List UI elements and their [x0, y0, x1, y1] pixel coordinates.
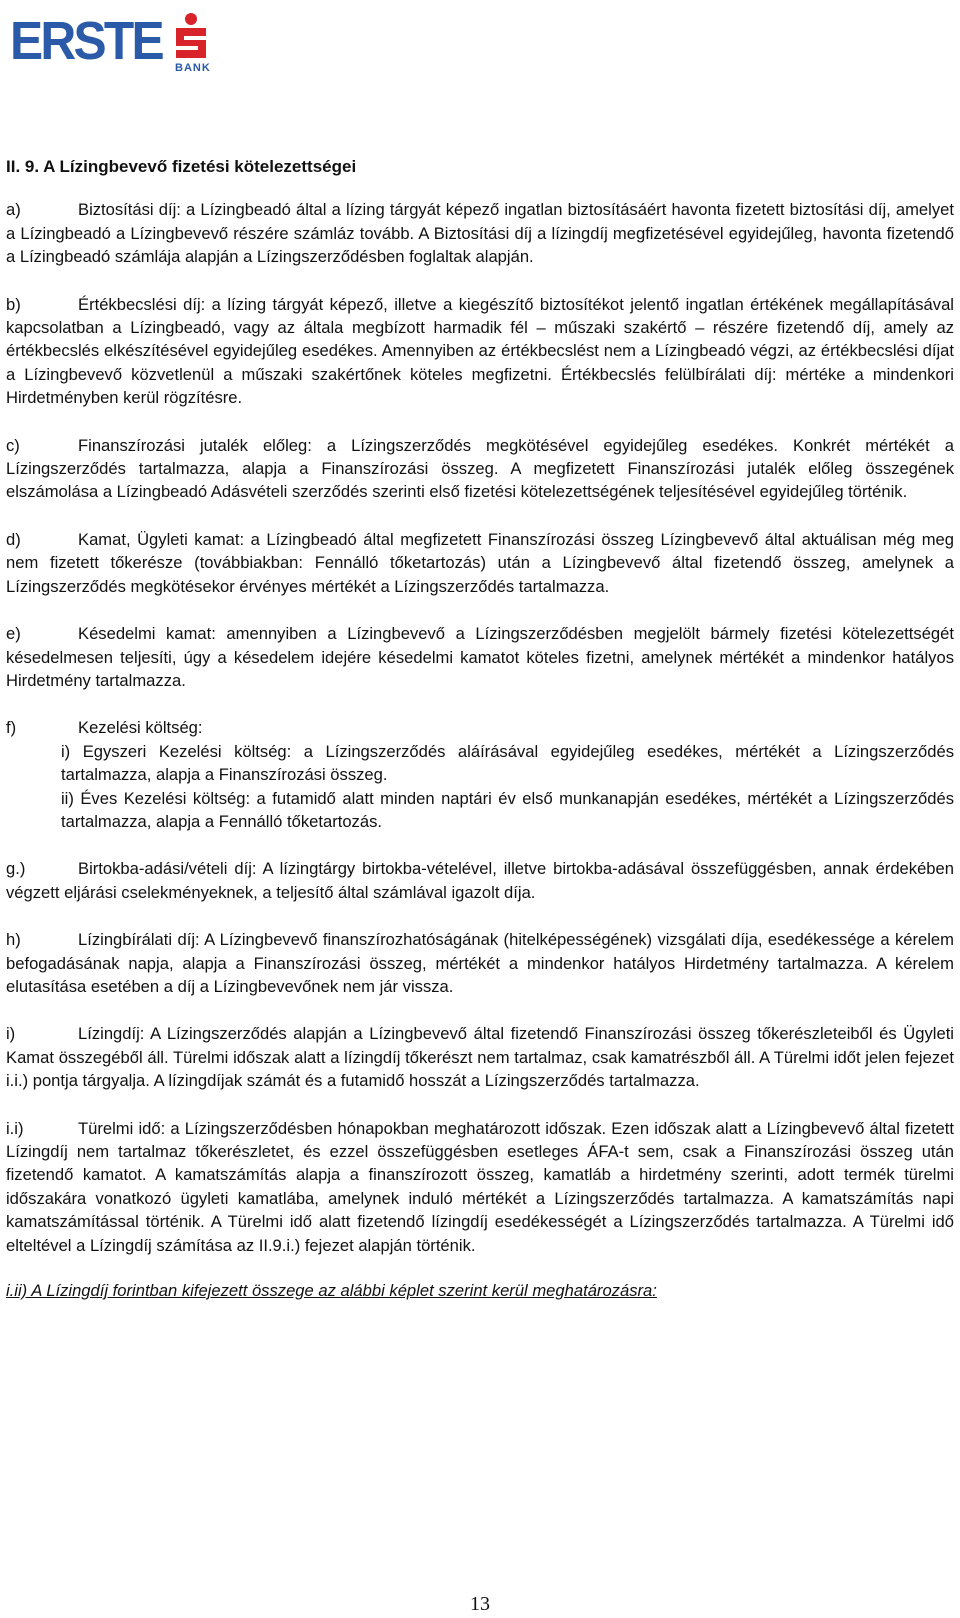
page-number: 13: [470, 1593, 490, 1615]
item-text: Biztosítási díj: a Lízingbeadó által a lízing tárgyát képező ingatlan biztosításáért havonta fizetett biztosítási díj, amelyet a Lízingbeadó a Lízingbevevő részére számláz tovább. A Biztosítási díj a lízingdíj megfizetésével egyidejűleg, havonta fizetendő a Lízingbeadó számlája alapján a Lízingszerződésben foglaltak alapján.: [6, 200, 954, 267]
section-heading: II. 9. A Lízingbevevő fizetési kötelezettségei: [6, 157, 357, 176]
item-label: e): [6, 624, 21, 644]
item-label: i.i): [6, 1118, 24, 1138]
paragraph-f: [6, 716, 954, 833]
paragraph-c: [6, 434, 954, 504]
formula-intro: i.ii) A Lízingdíj forintban kifejezett összege az alábbi képlet szerint kerül meghatározásra:: [6, 1281, 657, 1301]
paragraph-b: [6, 293, 954, 410]
item-label: i): [6, 1024, 16, 1044]
paragraph-h: [6, 928, 954, 998]
item-text: Birtokba-adási/vételi díj: A lízingtárgy birtokba-vételével, illetve birtokba-adásával összefüggésben, annak érdekében végzett eljárási cselekményeknek, a teljesítő által számlával igazolt díja.: [6, 859, 954, 902]
item-text: Lízingbírálati díj: A Lízingbevevő finanszírozhatóságának (hitelképességének) vizsgálati díja, esedékessége a kérelem befogadásának napja, alapja a Finanszírozási összeg, mértékét a mindenkor hatályos Hirdetmény tartalmazza. A kérelem elutasítása esetében a díj a Lízingbevevőnek nem jár vissza.: [6, 930, 954, 996]
item-label: h): [6, 930, 21, 950]
paragraph-a: [6, 198, 954, 268]
document-body: [6, 155, 954, 1302]
item-label: g.): [6, 859, 26, 879]
item-text: Lízingdíj: A Lízingszerződés alapján a Lízingbevevő által fizetendő Finanszírozási összeg tőkerészleteiből és Ügyleti Kamat összegéből áll. Türelmi időszak alatt a lízingdíj tőkerészt nem tartalmaz, csak kamatrészből áll. A Türelmi időt jelen fejezet i.i.) pontja tárgyalja. A lízingdíjak számát és a futamidő hosszát a Lízingszerződés tartalmazza.: [6, 1024, 954, 1091]
item-title: Kezelési költség:: [78, 718, 203, 738]
paragraph-ii: [6, 1117, 954, 1257]
paragraph-e: [6, 622, 954, 692]
item-label: c): [6, 435, 20, 455]
item-label: a): [6, 200, 21, 220]
logo-wordmark: ERSTE: [10, 11, 162, 71]
sub-item-annual-fee: ii) Éves Kezelési költség: a futamidő alatt minden naptári év első munkanapján esedékes, mértékét a Lízingszerződés tartalmazza, alapja a Fennálló tőketartozás.: [61, 788, 954, 831]
paragraph-i: [6, 1022, 954, 1092]
item-text: Kamat, Ügyleti kamat: a Lízingbeadó által megfizetett Finanszírozási összeg Lízingbevevő által aktuálisan még meg nem fizetett tőkerésze (továbbiakban: Fennálló tőketartozás) után a Lízingbevevő által fizetendő összeg, amelynek a Lízingszerződés megkötésekor érvényes mértékét a Lízingszerződés tartalmazza.: [6, 529, 954, 596]
paragraph-g: [6, 857, 954, 904]
item-text: Türelmi idő: a Lízingszerződésben hónapokban meghatározott időszak. Ezen időszak alatt a Lízingbevevő által fizetett Lízingdíj nem tartalmaz tőkerészletet, és ezzel összefüggésben esetleges ÁFA-t sem, csak a Finanszírozási összeg után fizetendő kamatot. A kamatszámítás alapja a finanszírozott összeg, kamatláb a hirdetmény szerinti, adott termék türelmi időszakára vonatkozó ügyleti kamatlába, amelynek induló mértékét a Lízingszerződés tartalmazza. A kamatszámítás napi kamatszámítással történik. A Türelmi idő alatt fizetendő lízingdíj esedékességét a Lízingszerződés tartalmazza. A Türelmi idő elteltével a Lízingdíj számítása az II.9.i.) fejezet alapján történik.: [6, 1118, 954, 1255]
item-text: Értékbecslési díj: a lízing tárgyát képező, illetve a kiegészítő biztosítékot jelentő ingatlan értékének megállapításával kapcsolatban a Lízingbeadó, vagy az általa megbízott harmadik fél – műszaki szakértő – részére fizetendő díj, amely az értékbecslés elkészítésével egyidejűleg esedékes. Amennyiben az értékbecslést nem a Lízingbeadó végzi, az értékbecslési díjat a Lízingbevevő közvetlenül a műszaki szakértőnek köteles megfizetni. Értékbecslés felülbírálati díj: mértéke a mindenkori Hirdetményben kerül rögzítésre.: [6, 294, 954, 408]
item-text: Késedelmi kamat: amennyiben a Lízingbevevő a Lízingszerződésben megjelölt bármely fizetési kötelezettségét késedelmesen teljesíti, úgy a késedelem idejére késedelmi kamatot köteles fizetni, amelynek mértékét a mindenkor hatályos Hirdetmény tartalmazza.: [6, 624, 954, 690]
logo-bank-label: BANK: [175, 62, 211, 74]
sub-item-one-time-fee: i) Egyszeri Kezelési költség: a Lízingszerződés aláírásával egyidejűleg esedékes, mértékét a Lízingszerződés tartalmazza, alapja a Finanszírozási összeg.: [61, 741, 954, 785]
erste-bank-logo: [10, 8, 210, 72]
erste-s-mark-icon: [170, 12, 212, 62]
paragraph-d: [6, 528, 954, 598]
item-label: d): [6, 529, 21, 549]
item-text: Finanszírozási jutalék előleg: a Lízingszerződés megkötésével egyidejűleg esedékes. Konkrét mértékét a Lízingszerződés tartalmazza, alapja a Finanszírozási összeg. A megfizetett Finanszírozási jutalék előleg összegének elszámolása a Lízingbeadó Adásvételi szerződés szerinti első fizetési kötelezettségének teljesítésével egyidejűleg történik.: [6, 435, 954, 502]
item-label: b): [6, 294, 21, 314]
item-label: f): [6, 718, 17, 738]
